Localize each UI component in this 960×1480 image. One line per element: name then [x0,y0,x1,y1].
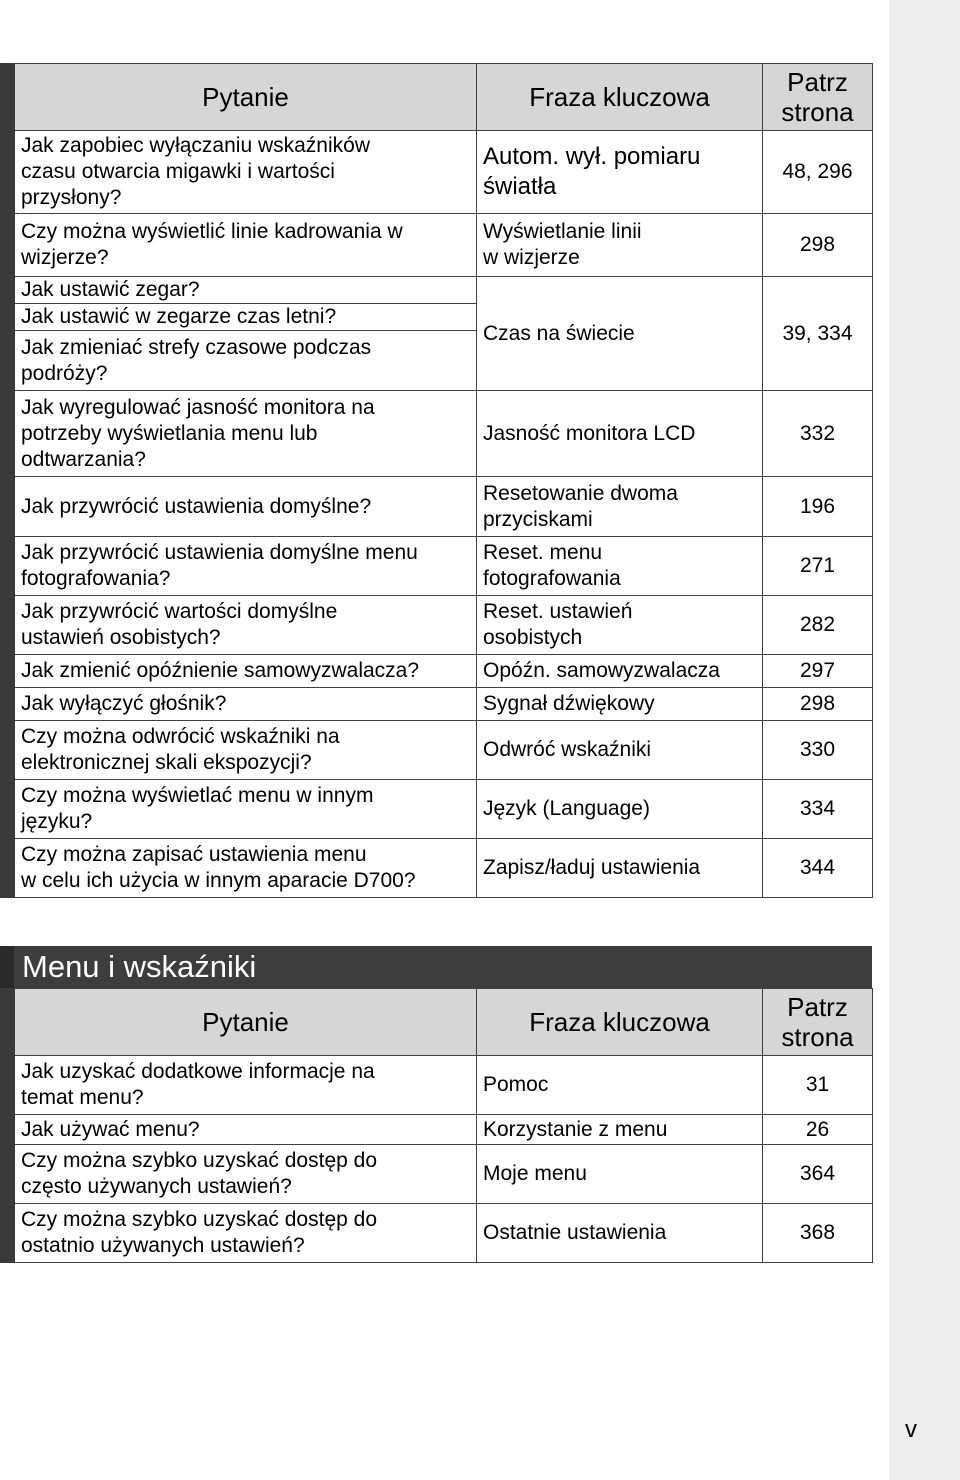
page-ref-cell: 332 [763,391,873,477]
page-ref-cell: 271 [763,537,873,596]
question-cell: Jak ustawić zegar? [15,277,477,304]
table-row [1,131,873,214]
question-cell: Jak przywrócić ustawienia domyślne menu fotografowania? [15,537,477,596]
question-cell: Czy można szybko uzyskać dostęp do często używanych ustawień? [15,1145,477,1204]
table-row [1,780,873,839]
question-cell: Czy można wyświetlić linie kadrowania w wizjerze? [15,214,477,277]
keyword-cell: Czas na świecie [477,277,763,391]
table-row [1,1204,873,1263]
keyword-cell: Opóźn. samowyzwalacza [477,655,763,688]
question-cell: Jak wyregulować jasność monitora na potrzeby wyświetlania menu lub odtwarzania? [15,391,477,477]
header-page: Patrz strona [763,989,873,1056]
header-keyword: Fraza kluczowa [477,989,763,1056]
menu-faq-table [0,988,873,1263]
page-ref-cell: 48, 296 [763,131,873,214]
page-ref-cell: 334 [763,780,873,839]
section-side-bar [0,946,14,988]
question-cell: Jak zapobiec wyłączaniu wskaźników czasu otwarcia migawki i wartości przysłony? [15,131,477,214]
question-cell: Czy można odwrócić wskaźniki na elektronicznej skali ekspozycji? [15,721,477,780]
question-cell: Jak przywrócić wartości domyślne ustawień osobistych? [15,596,477,655]
page-ref-cell: 330 [763,721,873,780]
keyword-cell: Ostatnie ustawienia [477,1204,763,1263]
page-ref-cell: 297 [763,655,873,688]
question-cell: Czy można szybko uzyskać dostęp do ostatnio używanych ustawień? [15,1204,477,1263]
table-row [1,391,873,477]
keyword-cell: Odwróć wskaźniki [477,721,763,780]
question-cell: Jak ustawić w zegarze czas letni? [15,304,477,331]
table-row [1,596,873,655]
keyword-cell: Sygnał dźwiękowy [477,688,763,721]
keyword-cell: Reset. menu fotografowania [477,537,763,596]
page-ref-cell: 196 [763,477,873,537]
header-question: Pytanie [15,64,477,131]
question-cell: Jak używać menu? [15,1115,477,1145]
page-ref-cell: 364 [763,1145,873,1204]
faq-table [0,63,873,898]
question-cell: Czy można wyświetlać menu w innym języku? [15,780,477,839]
keyword-cell: Resetowanie dwoma przyciskami [477,477,763,537]
table-row [1,537,873,596]
table-row [1,688,873,721]
table-row [1,1115,873,1145]
keyword-cell: Wyświetlanie linii w wizjerze [477,214,763,277]
header-page: Patrz strona [763,64,873,131]
page-side-tab [889,0,960,1480]
table-row [1,214,873,277]
table-row [1,839,873,898]
keyword-cell: Pomoc [477,1056,763,1115]
keyword-cell: Język (Language) [477,780,763,839]
keyword-cell: Moje menu [477,1145,763,1204]
page-number: v [905,1416,917,1443]
question-cell: Jak uzyskać dodatkowe informacje na temat menu? [15,1056,477,1115]
table-row [1,1145,873,1204]
page-ref-cell: 368 [763,1204,873,1263]
question-cell: Jak zmieniać strefy czasowe podczas podróży? [15,331,477,391]
page-ref-cell: 298 [763,688,873,721]
question-cell: Jak wyłączyć głośnik? [15,688,477,721]
page-ref-cell: 344 [763,839,873,898]
table-row [1,277,873,304]
question-cell: Jak zmienić opóźnienie samowyzwalacza? [15,655,477,688]
page-ref-cell: 31 [763,1056,873,1115]
page-ref-cell: 298 [763,214,873,277]
page-ref-cell: 39, 334 [763,277,873,391]
question-cell: Czy można zapisać ustawienia menu w celu ich użycia w innym aparacie D700? [15,839,477,898]
table-row [1,477,873,537]
header-keyword: Fraza kluczowa [477,64,763,131]
table-row [1,1056,873,1115]
page-ref-cell: 26 [763,1115,873,1145]
keyword-cell: Reset. ustawień osobistych [477,596,763,655]
question-cell: Jak przywrócić ustawienia domyślne? [15,477,477,537]
keyword-cell: Jasność monitora LCD [477,391,763,477]
table-row [1,655,873,688]
header-question: Pytanie [15,989,477,1056]
section-header [0,946,872,988]
page-ref-cell: 282 [763,596,873,655]
table-row [1,721,873,780]
section-title: Menu i wskaźniki [22,949,257,984]
keyword-cell: Autom. wył. pomiaru światła [477,131,763,214]
keyword-cell: Zapisz/ładuj ustawienia [477,839,763,898]
keyword-cell: Korzystanie z menu [477,1115,763,1145]
